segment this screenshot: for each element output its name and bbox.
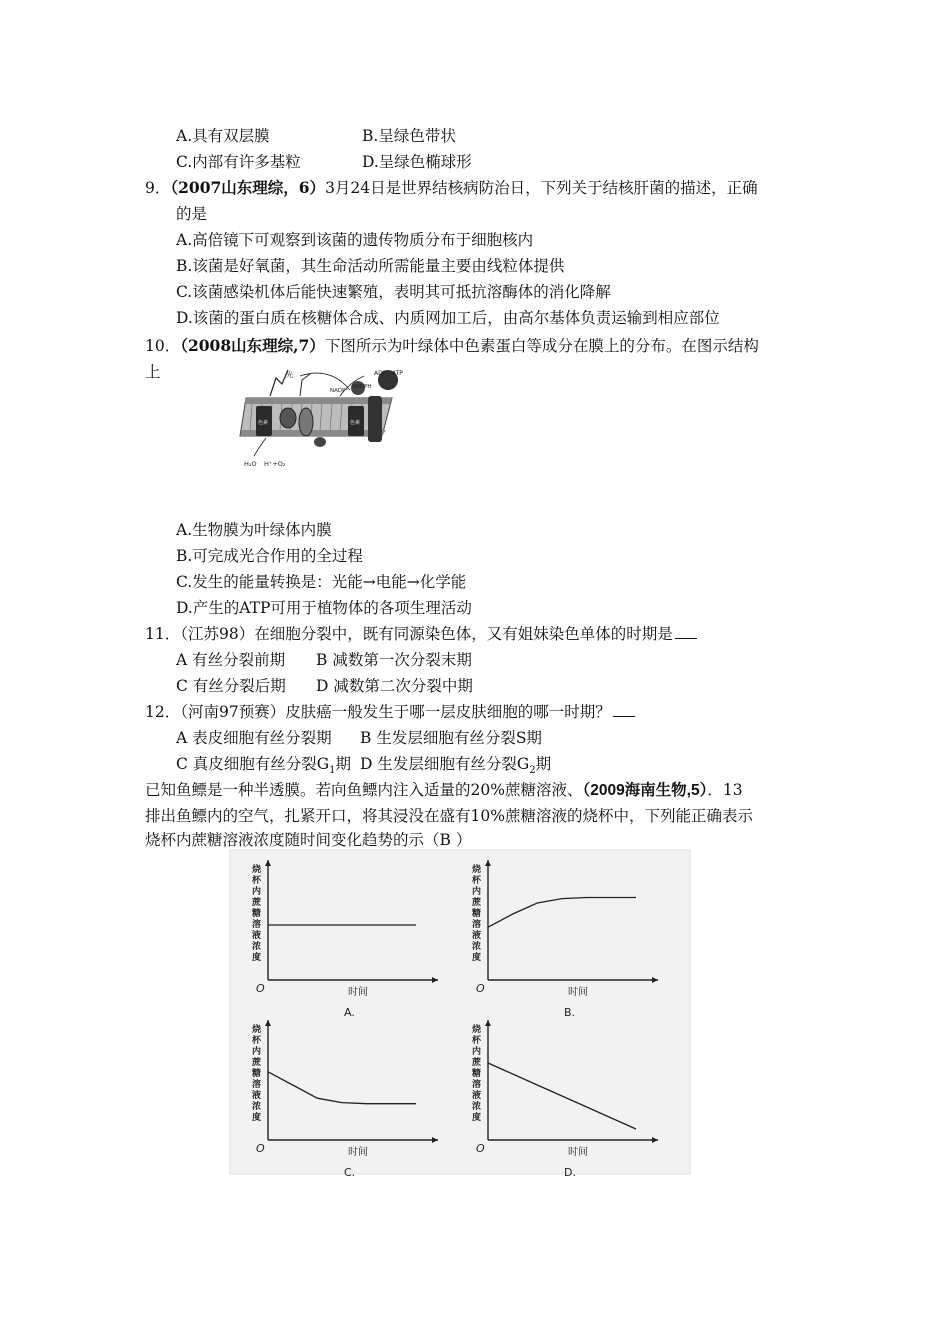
x-axis-label-d: 时间	[568, 1147, 588, 1158]
origin-label-a: O	[256, 982, 265, 995]
q9-option-d: D.该菌的蛋白质在核糖体合成、内质网加工后，由高尔基体负责运输到相应部位	[176, 309, 720, 327]
q9-stem	[145, 178, 758, 198]
q13-stem-line-1: 已知鱼鳔是一种半透膜。若向鱼鳔内注入适量的20%蔗糖溶液、（2009海南生物,5）．13	[145, 781, 743, 799]
x-axis-label-c: 时间	[348, 1147, 368, 1158]
y-axis-label-d: 烧杯内蔗糖溶液浓度	[472, 1025, 482, 1123]
q9-option-a: A.高倍镜下可观察到该菌的遗传物质分布于细胞核内	[176, 231, 534, 249]
q12-stem-text: （河南97预赛）皮肤癌一般发生于哪一层皮肤细胞的哪一时期？	[180, 703, 611, 721]
water-label: H₂O	[244, 460, 257, 468]
pigment-label-1: 色素	[258, 420, 269, 426]
origin-label-b: O	[476, 982, 485, 995]
x-axis-label-b: 时间	[568, 987, 588, 998]
q12-option-d: D 生发层细胞有丝分裂$G_2$期	[360, 755, 552, 777]
q10-option-b: B.可完成光合作用的全过程	[176, 547, 363, 565]
q8-option-d: D.呈绿色椭球形	[362, 153, 472, 171]
origin-label-c: O	[256, 1142, 265, 1155]
q13-stem-line-3: 烧杯内蔗糖溶液浓度随时间变化趋势的示（B ）	[145, 831, 472, 849]
q9-option-c: C.该菌感染机体后能快速繁殖，表明其可抵抗溶酶体的消化降解	[176, 283, 611, 301]
q9-stem-text: 3月24日是世界结核病防治日，下列关于结核肝菌的描述，正确	[325, 179, 758, 197]
q12-options-row-1	[176, 728, 542, 748]
light-label: 光	[286, 371, 293, 379]
graph-caption-c: C.	[344, 1166, 356, 1179]
origin-label-d: O	[476, 1142, 485, 1155]
q10-source: （2008山东理综,7）	[180, 336, 325, 355]
q11-option-b: B 减数第一次分裂末期	[316, 651, 472, 669]
q13-stem-line-2: 排出鱼鳔内的空气，扎紧开口，将其浸没在盛有10%蔗糖溶液的烧杯中，下列能正确表示	[145, 807, 753, 825]
q9-option-b: B.该菌是好氧菌，其生命活动所需能量主要由线粒体提供	[176, 257, 565, 275]
q10-option-d: D.产生的ATP可用于植物体的各项生理活动	[176, 599, 472, 617]
q12-option-a: A 表皮细胞有丝分裂期	[176, 729, 332, 747]
q8-option-a: A.具有双层膜	[176, 127, 270, 145]
q11-number: 11．	[145, 625, 181, 643]
q11-options-row-1	[176, 650, 472, 670]
atp-label: ATP	[392, 370, 403, 377]
q13-source: （2009海南生物,5）	[582, 782, 708, 799]
q10-stem-cont: 上	[145, 363, 161, 381]
q11-option-c: C 有丝分裂后期	[176, 677, 286, 695]
adp-label: ADP	[374, 370, 387, 377]
q12-option-c: C 真皮细胞有丝分裂$G_1$期	[176, 755, 352, 777]
q10-stem-text: 下图所示为叶绿体中色素蛋白等成分在膜上的分布。在图示结构	[324, 337, 759, 355]
q8-option-c: C.内部有许多基粒	[176, 153, 301, 171]
y-axis-label-c: 烧杯内蔗糖溶液浓度	[252, 1025, 262, 1123]
q11-answer-blank	[675, 624, 697, 639]
pigment-label-2: 色素	[350, 420, 361, 426]
graphs-background	[230, 850, 690, 1174]
thylakoid-membrane-figure	[240, 366, 403, 474]
graph-caption-b: B.	[564, 1006, 576, 1019]
q11-option-d: D 减数第二次分裂中期	[316, 677, 473, 695]
q8-options-row-1	[176, 126, 456, 146]
nadp-label: NADP⁺	[330, 388, 349, 394]
x-axis-label-a: 时间	[348, 987, 368, 998]
q11-options-row-2	[176, 676, 473, 696]
q11-stem	[145, 624, 697, 644]
q9-number: 9．	[145, 179, 171, 197]
products-label: H⁺+O₂	[264, 460, 286, 468]
q8-option-b: B.呈绿色带状	[362, 127, 456, 145]
nadph-label: NADPH	[352, 384, 372, 390]
q12-options-row-2	[176, 754, 551, 781]
q10-option-c: C.发生的能量转换是：光能→电能→化学能	[176, 573, 467, 591]
q12-stem	[145, 702, 635, 722]
atp-synthase	[368, 396, 382, 442]
y-axis-label-b: 烧杯内蔗糖溶液浓度	[472, 865, 482, 963]
graph-caption-d: D.	[564, 1166, 576, 1179]
q12-number: 12．	[145, 703, 181, 721]
graph-caption-a: A.	[344, 1006, 355, 1019]
q11-option-a: A 有丝分裂前期	[176, 651, 286, 669]
q10-number: 10．	[145, 337, 181, 355]
q11-stem-text: （江苏98）在细胞分裂中，既有同源染色体，又有姐妹染色单体的时期是	[180, 625, 673, 643]
q9-stem-cont: 的是	[176, 205, 208, 223]
q9-source: （2007山东理综，6）	[170, 178, 326, 197]
q10-option-a: A.生物膜为叶绿体内膜	[176, 521, 332, 539]
q12-option-b: B 生发层细胞有丝分裂S期	[360, 729, 542, 747]
q12-answer-blank	[613, 702, 635, 717]
y-axis-label-a: 烧杯内蔗糖溶液浓度	[252, 865, 262, 963]
q10-stem	[145, 336, 759, 356]
q8-options-row-2	[176, 152, 472, 172]
concentration-graphs	[230, 850, 690, 1179]
